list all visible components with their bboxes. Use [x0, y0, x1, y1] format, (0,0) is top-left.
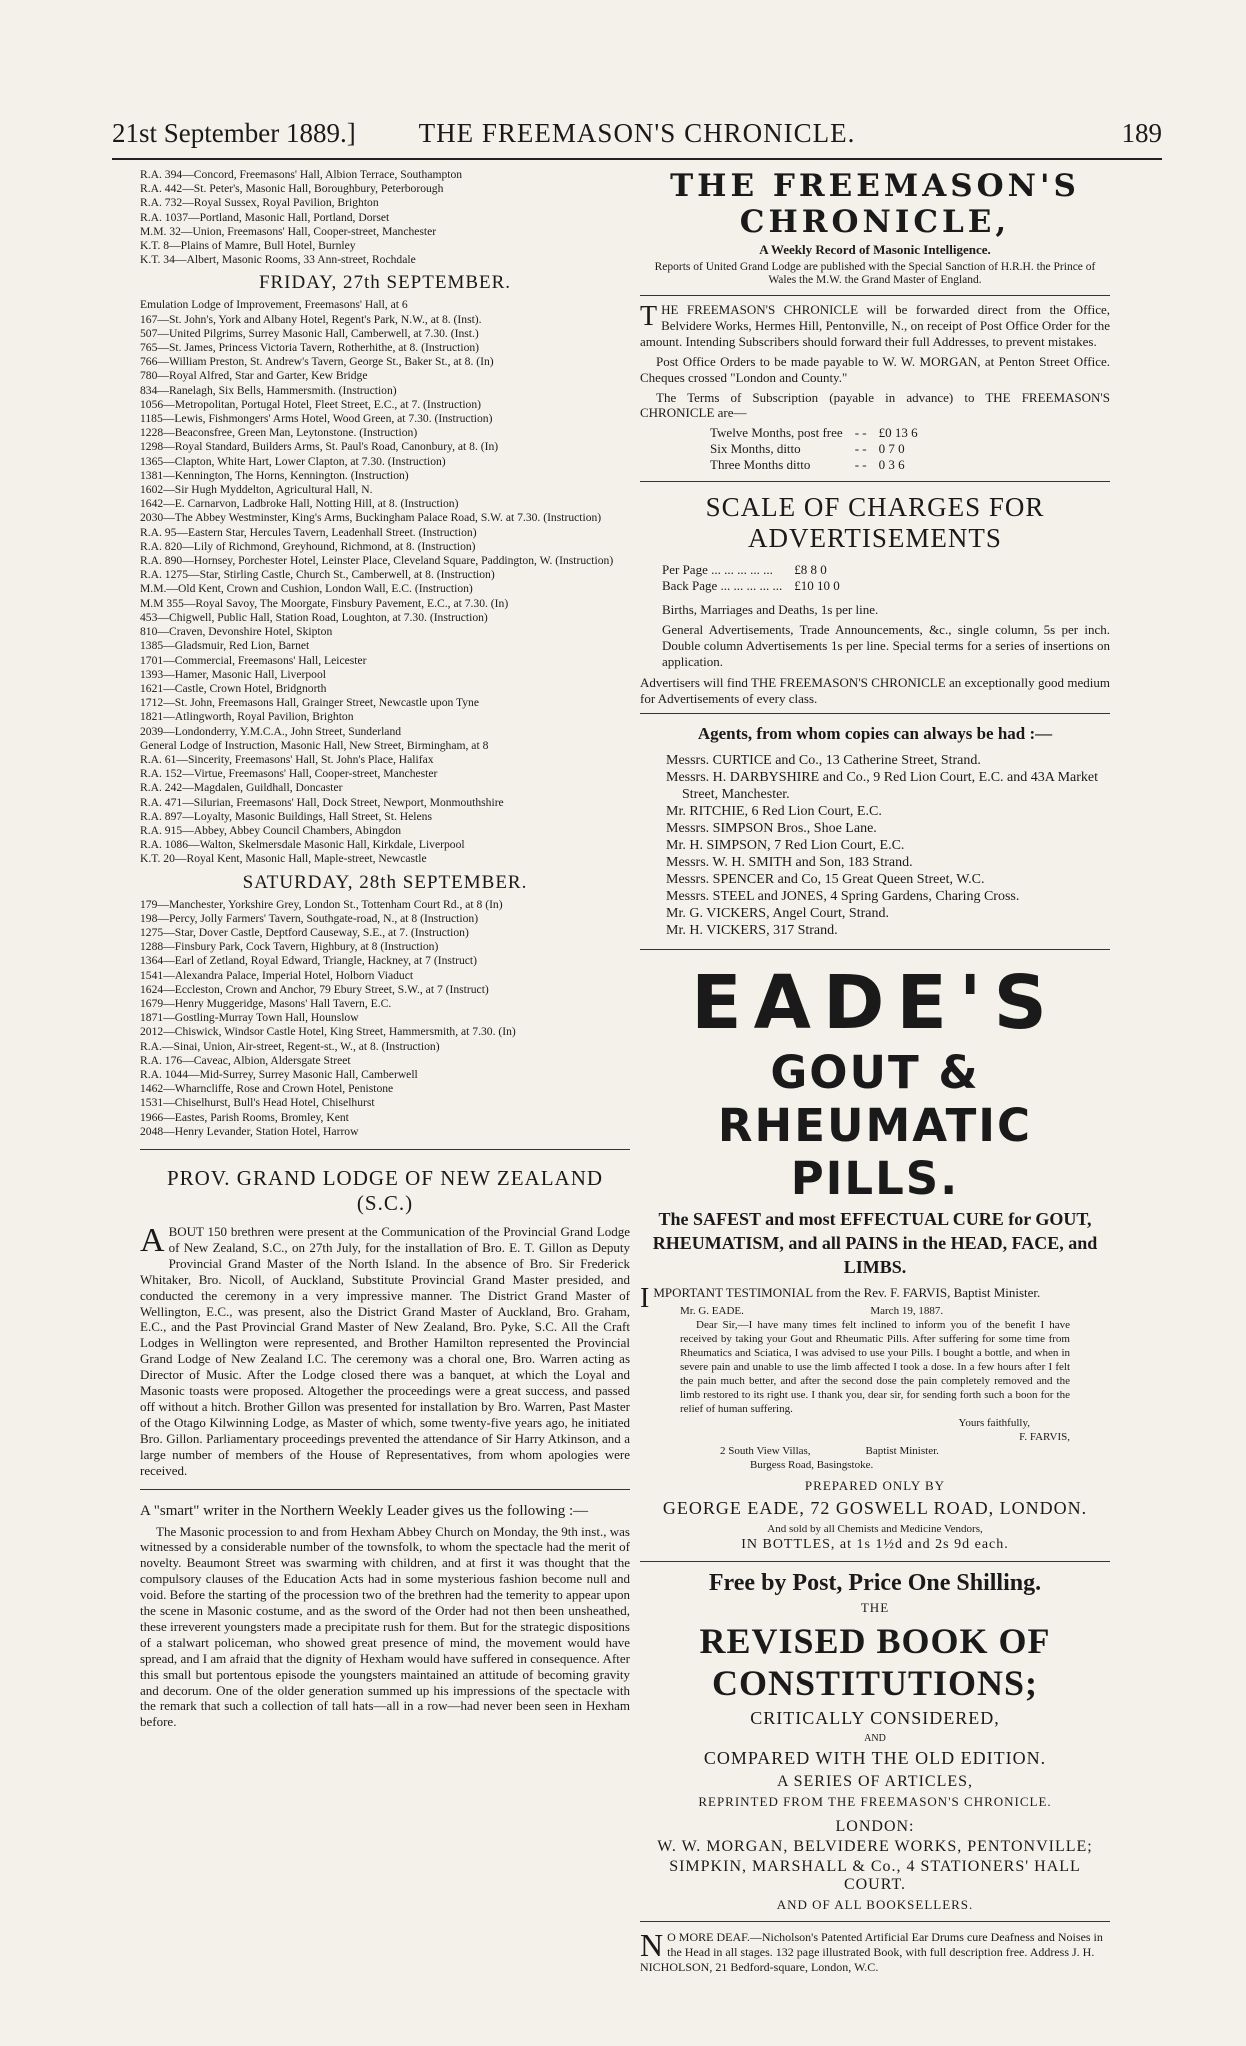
list-item: Messrs. SPENCER and Co, 15 Great Queen Street, W.C.	[666, 871, 985, 887]
no-more-deaf-ad: N O MORE DEAF.—Nicholson's Patented Artificial Ear Drums cure Deafness and Noises in the Head in all stages. 132 page illustrated Book, with full description free. Address J. H. NICHOLSON, 21 Bedford-square, London, W.C.	[640, 1926, 1103, 1974]
right-column	[640, 168, 1110, 1975]
list-item: R.A. 820—Lily of Richmond, Greyhound, Richmond, at 8. (Instruction)	[140, 539, 476, 553]
list-item: 1701—Commercial, Freemasons' Hall, Leicester	[140, 653, 367, 667]
scale-heading: SCALE OF CHARGES FOR ADVERTISEMENTS	[705, 492, 1045, 554]
list-item: R.A. 1275—Star, Stirling Castle, Church St., Camberwell, at 8. (Instruction)	[140, 568, 495, 582]
list-item: 2012—Chiswick, Windsor Castle Hotel, King Street, Hammersmith, at 7.30. (In)	[140, 1025, 516, 1039]
sold-by: And sold by all Chemists and Medicine Vendors,	[767, 1522, 983, 1535]
list-item: 507—United Pilgrims, Surrey Masonic Hall, Camberwell, at 7.30. (Inst.)	[140, 326, 479, 340]
reprinted-from: REPRINTED FROM THE FREEMASON'S CHRONICLE.	[698, 1793, 1052, 1809]
safest-cure: The SAFEST and most EFFECTUAL CURE for GOUT, RHEUMATISM, and all PAINS in the HEAD, FACE, and LIMBS.	[652, 1208, 1098, 1277]
list-item: 179—Manchester, Yorkshire Grey, London St., Tottenham Court Rd., at 8 (In)	[140, 897, 503, 911]
list-item: 1393—Hamer, Masonic Hall, Liverpool	[140, 667, 326, 681]
free-by-post: Free by Post, Price One Shilling.	[708, 1569, 1042, 1596]
agents-heading: Agents, from whom copies can always be had :—	[697, 723, 1053, 743]
the-label: THE	[860, 1599, 890, 1615]
table-row: Twelve Months, post free - - £0 13 6	[710, 425, 918, 441]
agents-list	[640, 752, 1110, 939]
list-item: K.T. 20—Royal Kent, Masonic Hall, Maple-street, Newcastle	[140, 852, 427, 866]
page-number: 189	[1121, 118, 1162, 148]
list-item: R.A. 1037—Portland, Masonic Hall, Portland, Dorset	[140, 210, 390, 224]
list-item: 765—St. James, Princess Victoria Tavern, Rotherhithe, at 8. (Instruction)	[140, 341, 480, 355]
list-item: 1056—Metropolitan, Portugal Hotel, Fleet Street, E.C., at 7. (Instruction)	[140, 397, 481, 411]
list-item: Mr. H. SIMPSON, 7 Red Lion Court, E.C.	[666, 837, 905, 853]
list-item: R.A. 1086—Walton, Skelmersdale Masonic Hall, Kirkdale, Liverpool	[140, 838, 465, 852]
list-item: 198—Percy, Jolly Farmers' Tavern, Southgate-road, N., at 8 (Instruction)	[140, 911, 479, 925]
list-item: 780—Royal Alfred, Star and Garter, Kew Bridge	[140, 369, 368, 383]
divider	[640, 1561, 1110, 1562]
list-item: 1228—Beaconsfree, Green Man, Leytonstone. (Instruction)	[140, 426, 418, 440]
table-row: Per Page ... ... ... ... ... £8 8 0	[662, 562, 827, 578]
drop-cap: A	[140, 1222, 165, 1259]
drop-cap: I	[640, 1282, 650, 1314]
list-item: R.A. 152—Virtue, Freemasons' Hall, Cooper-street, Manchester	[140, 767, 438, 781]
testimonial-name: F. FARVIS,	[1019, 1430, 1070, 1443]
testimonial-town: Burgess Road, Basingstoke.	[750, 1458, 874, 1471]
reports-note: Reports of United Grand Lodge are published with the Special Sanction of H.R.H. the Prince of Wales the M.W. the Grand Master of England.	[654, 261, 1096, 286]
friday-heading: FRIDAY, 27th SEPTEMBER.	[258, 272, 512, 294]
list-item: R.A. 61—Sincerity, Freemasons' Hall, St. John's Place, Halifax	[140, 752, 434, 766]
advertisers-note: Advertisers will find THE FREEMASON'S CHRONICLE an exceptionally good medium for Advertisements of every class.	[640, 674, 1110, 706]
publisher-simpkin: SIMPKIN, MARSHALL & Co., 4 STATIONERS' HALL COURT.	[669, 1857, 1081, 1893]
testimonial-signoff: Yours faithfully,	[958, 1416, 1030, 1429]
revised-book-title: REVISED BOOK OF CONSTITUTIONS;	[699, 1620, 1051, 1703]
list-item: Mr. G. VICKERS, Angel Court, Strand.	[666, 905, 889, 921]
subscription-terms: The Terms of Subscription (payable in advance) to THE FREEMASON'S CHRONICLE are—	[640, 389, 1110, 421]
masthead: THE FREEMASON'S CHRONICLE,	[670, 168, 1080, 240]
list-item: M.M.—Old Kent, Crown and Cushion, London Wall, E.C. (Instruction)	[140, 582, 473, 596]
post-office-note: Post Office Orders to be made payable to W. W. MORGAN, at Penton Street Office. Cheques crossed "London and County."	[640, 353, 1110, 385]
list-item: 1821—Atlingworth, Royal Pavilion, Brighton	[140, 710, 354, 724]
all-booksellers: AND OF ALL BOOKSELLERS.	[776, 1896, 974, 1912]
page-header	[112, 118, 1162, 160]
list-item: 453—Chigwell, Public Hall, Station Road, Loughton, at 7.30. (Instruction)	[140, 610, 488, 624]
list-item: 1185—Lewis, Fishmongers' Arms Hotel, Wood Green, at 7.30. (Instruction)	[140, 412, 493, 426]
list-item: 1462—Wharncliffe, Rose and Crown Hotel, Penistone	[140, 1082, 394, 1096]
list-item: 766—William Preston, St. Andrew's Tavern, George St., Baker St., at 8. (In)	[140, 355, 494, 369]
divider	[640, 713, 1110, 714]
list-item: 810—Craven, Devonshire Hotel, Skipton	[140, 625, 333, 639]
issue-date: 21st September 1889.]	[112, 118, 356, 148]
list-item: 1966—Eastes, Parish Rooms, Bromley, Kent	[140, 1110, 349, 1124]
list-item: R.A. 915—Abbey, Abbey Council Chambers, Abingdon	[140, 823, 402, 837]
saturday-meetings	[140, 898, 630, 1139]
publisher-morgan: W. W. MORGAN, BELVIDERE WORKS, PENTONVILLE;	[657, 1837, 1093, 1855]
testimonial-body: Dear Sir,—I have many times felt inclined to inform you of the benefit I have received by taking your Gout and Rheumatic Pills. After suffering for some time from Rheumatics and Sciatica, I was advised to use your Pills. I bought a bottle, and when in severe pain and unable to use the limb affected I took a dose. In a few hours after I felt the pain much better, and after the second dose the pain completely removed and the limb restored to its right use. I thank you, dear sir, for sending forth such a boon for the relief of human suffering.	[680, 1318, 1070, 1415]
list-item: 834—Ranelagh, Six Bells, Hammersmith. (Instruction)	[140, 383, 397, 397]
drop-cap: T	[640, 301, 658, 332]
list-item: R.A. 732—Royal Sussex, Royal Pavilion, Brighton	[140, 196, 379, 210]
divider	[640, 1921, 1110, 1922]
subscription-table	[710, 425, 930, 473]
testimonial-heading: IMPORTANT TESTIMONIAL from the Rev. F. FARVIS, Baptist Minister.	[640, 1282, 1041, 1314]
divider	[140, 1489, 630, 1490]
list-item: 1541—Alexandra Palace, Imperial Hotel, Holborn Viaduct	[140, 968, 414, 982]
list-item: 1642—E. Carnarvon, Ladbroke Hall, Notting Hill, at 8. (Instruction)	[140, 497, 459, 511]
eade-title: EADE'S	[691, 959, 1059, 1046]
births-rate: Births, Marriages and Deaths, 1s per line.	[662, 602, 879, 618]
table-row: Three Months ditto - - 0 3 6	[710, 457, 905, 473]
testimonial-address: Mr. G. EADE. March 19, 1887.	[680, 1304, 944, 1317]
list-item: Messrs. H. DARBYSHIRE and Co., 9 Red Lion Court, E.C. and 43A Market Street, Manchester.	[666, 769, 1099, 802]
list-item: 1288—Finsbury Park, Cock Tavern, Highbury, at 8 (Instruction)	[140, 940, 439, 954]
smart-intro: A "smart" writer in the Northern Weekly Leader gives us the following :—	[140, 1502, 589, 1519]
list-item: R.A. 897—Loyalty, Masonic Buildings, Hall Street, St. Helens	[140, 809, 432, 823]
list-item: 2048—Henry Levander, Station Hotel, Harrow	[140, 1124, 359, 1138]
list-item: K.T. 34—Albert, Masonic Rooms, 33 Ann-street, Rochdale	[140, 253, 416, 267]
list-item: R.A. 442—St. Peter's, Masonic Hall, Boroughbury, Peterborough	[140, 182, 444, 196]
list-item: K.T. 8—Plains of Mamre, Bull Hotel, Burnley	[140, 239, 356, 253]
list-item: R.A. 242—Magdalen, Guildhall, Doncaster	[140, 781, 343, 795]
list-item: 1621—Castle, Crown Hotel, Bridgnorth	[140, 681, 327, 695]
saturday-heading: SATURDAY, 28th SEPTEMBER.	[242, 871, 528, 893]
list-item: 1385—Gladsmuir, Red Lion, Barnet	[140, 639, 310, 653]
critically-considered: CRITICALLY CONSIDERED,	[750, 1707, 1000, 1728]
table-row: Six Months, ditto - - 0 7 0	[710, 441, 905, 457]
list-item: 1364—Earl of Zetland, Royal Edward, Triangle, Hackney, at 7 (Instruct)	[140, 954, 477, 968]
list-item: 1365—Clapton, White Hart, Lower Clapton, at 7.30. (Instruction)	[140, 454, 446, 468]
list-item: 1712—St. John, Freemasons Hall, Grainger Street, Newcastle upon Tyne	[140, 696, 479, 710]
list-item: M.M. 32—Union, Freemasons' Hall, Cooper-street, Manchester	[140, 224, 437, 238]
list-item: General Lodge of Instruction, Masonic Hall, New Street, Birmingham, at 8	[140, 738, 489, 752]
list-item: 1531—Chiselhurst, Bull's Head Hotel, Chiselhurst	[140, 1096, 375, 1110]
smart-article: The Masonic procession to and from Hexham Abbey Church on Monday, the 9th inst., was witnessed by a considerable number of the townsfolk, to whom the spectacle had the merit of novelty. Beaumont Street was swarming with children, and at first it was thought that the compulsory clauses of the Education Acts had in some mysterious fashion become null and void. Before the starting of the procession two of the brethren had the temerity to appear upon the scene in Masonic costume, and as the sword of the Order had not then been unsheathed, these irreverent youngsters made a precipitate rush for them. But for the strategic dispositions of a stalwart policeman, who showed great presence of mind, the movement would have spread, and I am afraid that the dignity of Hexham would have suffered in consequence. After this small but portentous episode the youngsters maintained an attitude of becoming gravity and decorum. One of the older generation summed up his impressions of the spectacle with the remark that such a collection of tall hats—all in a row—had never been seen in Hexham before.	[140, 1523, 630, 1730]
list-item: R.A. 1044—Mid-Surrey, Surrey Masonic Hall, Camberwell	[140, 1067, 418, 1081]
general-ads-rate: General Advertisements, Trade Announcements, &c., single column, 5s per inch. Double column Advertisements 1s per line. Special terms for a series of insertions on application.	[662, 622, 1110, 670]
divider	[640, 295, 1110, 296]
gout-pills-title: GOUT & RHEUMATIC PILLS.	[717, 1045, 1033, 1205]
table-row: Back Page ... ... ... ... ... £10 10 0	[662, 578, 840, 594]
list-item: Mr. RITCHIE, 6 Red Lion Court, E.C.	[666, 803, 882, 819]
list-item: 1624—Eccleston, Crown and Anchor, 79 Ebury Street, S.W., at 7 (Instruct)	[140, 982, 489, 996]
list-item: Mr. H. VICKERS, 317 Strand.	[666, 922, 838, 938]
list-item: R.A. 176—Caveac, Albion, Aldersgate Street	[140, 1053, 351, 1067]
list-item: M.M 355—Royal Savoy, The Moorgate, Finsbury Pavement, E.C., at 7.30. (In)	[140, 596, 509, 610]
left-column	[140, 168, 630, 1730]
nz-heading: PROV. GRAND LODGE OF NEW ZEALAND (S.C.)	[166, 1166, 604, 1215]
list-item: 1298—Royal Standard, Builders Arms, St. Paul's Road, Canonbury, at 8. (In)	[140, 440, 499, 454]
bottles-price: IN BOTTLES, at 1s 1½d and 2s 9d each.	[741, 1536, 1009, 1552]
prepared-only-by: PREPARED ONLY BY	[804, 1477, 946, 1493]
nz-article	[140, 1224, 630, 1479]
list-item: R.A. 95—Eastern Star, Hercules Tavern, Leadenhall Street. (Instruction)	[140, 525, 477, 539]
list-item: Emulation Lodge of Improvement, Freemasons' Hall, at 6	[140, 298, 408, 312]
list-item: Messrs. STEEL and JONES, 4 Spring Gardens, Charing Cross.	[666, 888, 1020, 904]
divider	[640, 481, 1110, 482]
list-item: Messrs. W. H. SMITH and Son, 183 Strand.	[666, 854, 913, 870]
drop-cap: N	[640, 1926, 664, 1963]
testimonial-street: 2 South View Villas, Baptist Minister.	[720, 1444, 939, 1457]
list-item: R.A. 890—Hornsey, Porchester Hotel, Leinster Place, Cleveland Square, Paddington, W. (Instruction)	[140, 554, 614, 568]
list-item: 2030—The Abbey Westminster, King's Arms, Buckingham Palace Road, S.W. at 7.30. (Instruction)	[140, 511, 602, 525]
list-item: 1275—Star, Dover Castle, Deptford Causeway, S.E., at 7. (Instruction)	[140, 925, 469, 939]
london-label: LONDON:	[835, 1817, 915, 1835]
newspaper-title: THE FREEMASON'S CHRONICLE.	[418, 118, 856, 148]
list-item: 1602—Sir Hugh Myddelton, Agricultural Hall, N.	[140, 483, 373, 497]
divider	[140, 1149, 630, 1150]
meetings-first-block	[140, 168, 630, 267]
forward-notice: THE FREEMASON'S CHRONICLE will be forwarded direct from the Office, Belvidere Works, Hermes Hill, Pentonville, N., on receipt of Post Office Order for the amount. Intending Subscribers should forward their full Addresses, to prevent mistakes.	[640, 301, 1110, 349]
list-item: Messrs. CURTICE and Co., 13 Catherine Street, Strand.	[666, 752, 981, 768]
series-of-articles: A SERIES OF ARTICLES,	[776, 1772, 974, 1790]
friday-meetings	[140, 298, 630, 866]
divider	[640, 949, 1110, 950]
and-label: AND	[864, 1732, 886, 1744]
list-item: 1679—Henry Muggeridge, Masons' Hall Tavern, E.C.	[140, 996, 392, 1010]
list-item: 167—St. John's, York and Albany Hotel, Regent's Park, N.W., at 8. (Inst).	[140, 312, 482, 326]
list-item: 2039—Londonderry, Y.M.C.A., John Street, Sunderland	[140, 724, 402, 738]
nz-text: BOUT 150 brethren were present at the Communication of the Provincial Grand Lodge of New Zealand, S.C., on 27th July, for the installation of Bro. E. T. Gillon as Deputy Provincial Grand Master of the North Island. In the absence of Bro. Sir Frederick Whitaker, Bro. Nicoll, of Auckland, Substitute Provincial Grand Master presided, and conducted the ceremony in a very impressive manner. The District Grand Master of Wellington, E.C., was present, also the District Grand Master of Auckland, Bro. Graham, E.C., and the Past Provincial Grand Master of New Zealand, Bro. Pyke, S.C. All the Craft Lodges in Wellington were represented, and Brother Hamilton represented the Provincial Grand Lodge of New Zealand I.C. The ceremony was a choral one, Bro. Warren acting as Director of Music. After the Lodge closed there was a banquet, at which the Loyal and Masonic toasts were proposed. Altogether the proceedings were a great success, and passed off without a hitch. Brother Gillon was presented for installation by Bro. Warren, Past Master of the Otago Kilwinning Lodge, as Master of which, some twenty-five years ago, he initiated Bro. Gillon. Parliamentary proceedings prevented the attendance of Sir Harry Atkinson, and a large number of members of the House of Representatives, from whom apologies were received.	[140, 1224, 630, 1478]
list-item: Messrs. SIMPSON Bros., Shoe Lane.	[666, 820, 877, 836]
list-item: 1871—Gostling-Murray Town Hall, Hounslow	[140, 1011, 359, 1025]
list-item: R.A. 471—Silurian, Freemasons' Hall, Dock Street, Newport, Monmouthshire	[140, 795, 504, 809]
weekly-record: A Weekly Record of Masonic Intelligence.	[759, 242, 991, 257]
george-eade-address: GEORGE EADE, 72 GOSWELL ROAD, LONDON.	[662, 1497, 1088, 1518]
list-item: R.A. 394—Concord, Freemasons' Hall, Albion Terrace, Southampton	[140, 168, 463, 181]
list-item: 1381—Kennington, The Horns, Kennington. (Instruction)	[140, 468, 409, 482]
list-item: R.A.—Sinai, Union, Air-street, Regent-st., W., at 8. (Instruction)	[140, 1039, 440, 1053]
charges-table	[662, 562, 852, 594]
compared-edition: COMPARED WITH THE OLD EDITION.	[703, 1747, 1047, 1768]
